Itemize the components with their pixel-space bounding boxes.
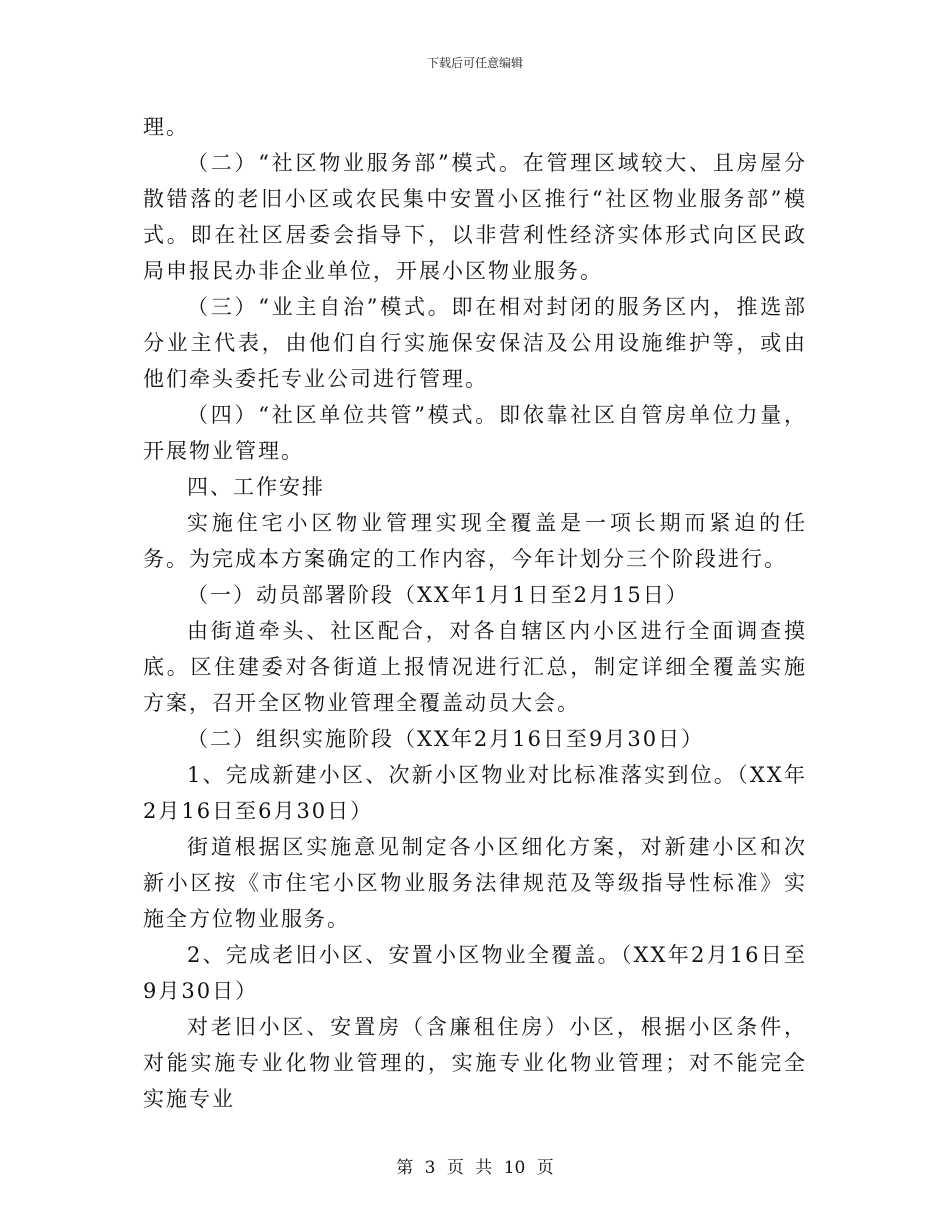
paragraph: 1、完成新建小区、次新小区物业对比标准落实到位。（XX年2月16日至6月30日） bbox=[143, 763, 807, 823]
paragraph: （三）“业主自治”模式。即在相对封闭的服务区内，推选部分业主代表，由他们自行实施保安保洁及公用设施维护等，或由他们牵头委托专业公司进行管理。 bbox=[143, 295, 807, 391]
paragraph: 对老旧小区、安置房（含廉租住房）小区，根据小区条件，对能实施专业化物业管理的，实施专业化物业管理；对不能完全实施专业 bbox=[143, 1015, 807, 1111]
page-header: 下载后可任意编辑 bbox=[426, 56, 523, 70]
paragraph: 实施住宅小区物业管理实现全覆盖是一项长期而紧迫的任务。为完成本方案确定的工作内容，今年计划分三个阶段进行。 bbox=[143, 511, 807, 571]
paragraph: 四、工作安排 bbox=[187, 475, 325, 499]
document-body bbox=[143, 109, 807, 1117]
paragraph: （四）“社区单位共管”模式。即依靠社区自管房单位力量，开展物业管理。 bbox=[143, 403, 807, 463]
paragraph: （二）“社区物业服务部”模式。在管理区域较大、且房屋分散错落的老旧小区或农民集中安置小区推行“社区物业服务部”模式。即在社区居委会指导下，以非营利性经济实体形式向区民政局申报民办非企业单位，开展小区物业服务。 bbox=[143, 151, 807, 283]
paragraph: （二）组织实施阶段（XX年2月16日至9月30日） bbox=[187, 727, 705, 751]
paragraph: 街道根据区实施意见制定各小区细化方案，对新建小区和次新小区按《市住宅小区物业服务法律规范及等级指导性标准》实施全方位物业服务。 bbox=[143, 835, 807, 931]
paragraph: （一）动员部署阶段（XX年1月1日至2月15日） bbox=[187, 583, 689, 607]
paragraph: 理。 bbox=[143, 115, 189, 139]
page-number-footer: 第 3 页 共 10 页 bbox=[396, 1158, 554, 1178]
paragraph: 由街道牵头、社区配合，对各自辖区内小区进行全面调查摸底。区住建委对各街道上报情况进行汇总，制定详细全覆盖实施方案，召开全区物业管理全覆盖动员大会。 bbox=[143, 619, 807, 715]
paragraph: 2、完成老旧小区、安置小区物业全覆盖。（XX年2月16日至9月30日） bbox=[143, 943, 807, 1003]
